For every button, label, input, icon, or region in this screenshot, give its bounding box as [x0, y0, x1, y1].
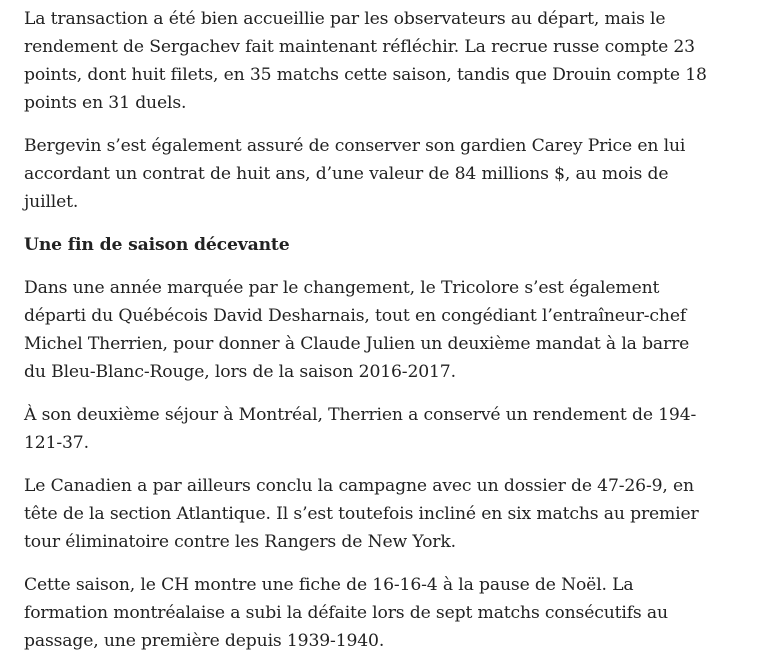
text-line: À son deuxième séjour à Montréal, Therrien a conservé un rendement de 194- [24, 405, 697, 425]
paragraph-current-season [24, 571, 740, 655]
paragraph-season-campaign [24, 472, 740, 556]
text-line: points, dont huit filets, en 35 matchs cette saison, tandis que Drouin compte 18 [24, 65, 707, 85]
text-line: formation montréalaise a subi la défaite lors de sept matchs consécutifs au [24, 603, 668, 623]
text-line: départi du Québécois David Desharnais, tout en congédiant l’entraîneur-chef [24, 306, 687, 326]
text-line: accordant un contrat de huit ans, d’une valeur de 84 millions $, au mois de [24, 164, 669, 184]
paragraph-trade-reception [24, 5, 740, 117]
article-body [24, 5, 740, 670]
text-line: Dans une année marquée par le changement, le Tricolore s’est également [24, 278, 660, 298]
text-line: du Bleu-Blanc-Rouge, lors de la saison 2016-2017. [24, 362, 456, 382]
paragraph-carey-price-contract [24, 132, 740, 216]
section-subheading: Une fin de saison décevante [24, 235, 290, 255]
text-line: tête de la section Atlantique. Il s’est toutefois incliné en six matchs au premier [24, 504, 699, 524]
text-line: Cette saison, le CH montre une fiche de 16-16-4 à la pause de Noël. La [24, 575, 634, 595]
text-line: Bergevin s’est également assuré de conserver son gardien Carey Price en lui [24, 136, 686, 156]
text-line: 121-37. [24, 433, 89, 453]
text-line: Michel Therrien, pour donner à Claude Julien un deuxième mandat à la barre [24, 334, 690, 354]
text-line: rendement de Sergachev fait maintenant réfléchir. La recrue russe compte 23 [24, 37, 695, 57]
text-line: points en 31 duels. [24, 93, 187, 113]
text-line: tour éliminatoire contre les Rangers de New York. [24, 532, 456, 552]
text-line: Le Canadien a par ailleurs conclu la campagne avec un dossier de 47-26-9, en [24, 476, 694, 496]
paragraph-therrien-record [24, 401, 740, 457]
text-line: passage, une première depuis 1939-1940. [24, 631, 385, 651]
text-line: La transaction a été bien accueillie par les observateurs au départ, mais le [24, 9, 666, 29]
paragraph-changes [24, 274, 740, 386]
text-line: juillet. [24, 192, 79, 212]
